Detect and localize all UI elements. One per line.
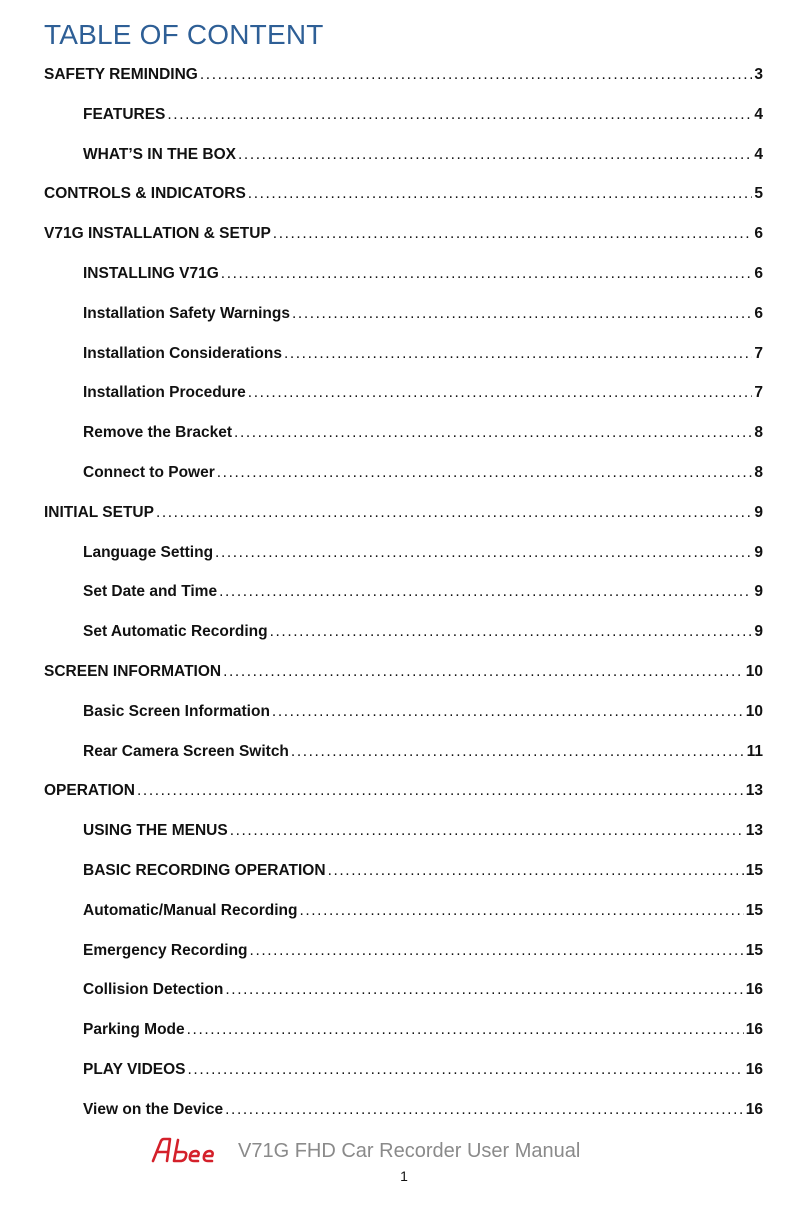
toc-entry-title: Language Setting	[83, 543, 214, 561]
dot-leader	[238, 145, 752, 165]
dot-leader	[225, 980, 743, 1000]
toc-entry-title: USING THE MENUS	[83, 822, 228, 840]
dot-leader	[219, 582, 752, 602]
toc-entry-title: Emergency Recording	[83, 941, 248, 959]
toc-entry[interactable]	[83, 976, 763, 1000]
toc-entry-title: Set Automatic Recording	[83, 623, 268, 641]
toc-entry[interactable]	[83, 459, 763, 483]
toc-entry-page-number: 4	[754, 105, 763, 123]
toc-entry[interactable]	[83, 419, 763, 443]
dot-leader	[292, 304, 752, 324]
toc-entry-title: WHAT’S IN THE BOX	[83, 145, 236, 163]
dot-leader	[234, 423, 752, 443]
toc-entry-title: Installation Considerations	[83, 344, 282, 362]
toc-entry[interactable]	[83, 937, 763, 961]
toc-entry-page-number: 16	[745, 981, 763, 999]
dot-leader	[187, 1020, 744, 1040]
toc-entry-page-number: 6	[754, 225, 763, 243]
page-footer	[0, 1134, 808, 1168]
toc-entry[interactable]	[83, 101, 763, 125]
toc-entry[interactable]	[83, 857, 763, 881]
toc-entry-page-number: 15	[745, 862, 763, 879]
toc-entry-title: Rear Camera Screen Switch	[83, 742, 289, 760]
toc-entry-page-number: 6	[754, 265, 763, 282]
toc-entry[interactable]	[83, 141, 763, 165]
toc-entry[interactable]	[83, 539, 763, 563]
toc-entry-title: V71G INSTALLATION & SETUP	[44, 225, 271, 243]
toc-entry-title: Installation Safety Warnings	[83, 304, 290, 322]
dot-leader	[200, 65, 753, 85]
toc-entry[interactable]	[44, 61, 763, 85]
dot-leader	[248, 184, 753, 204]
abee-logo	[150, 1136, 224, 1164]
dot-leader	[137, 781, 744, 801]
toc-entry[interactable]	[83, 1096, 763, 1120]
toc-entry-page-number: 16	[745, 1100, 763, 1118]
toc-entry-page-number: 3	[754, 66, 763, 83]
manual-title: V71G FHD Car Recorder User Manual	[238, 1140, 581, 1162]
toc-entry-page-number: 11	[746, 742, 763, 760]
dot-leader	[284, 344, 752, 364]
toc-entry-page-number: 9	[754, 543, 763, 561]
toc-entry[interactable]	[83, 738, 763, 762]
toc-entry-title: Remove the Bracket	[83, 424, 233, 442]
toc-entry-page-number: 6	[754, 304, 763, 322]
dot-leader	[225, 1100, 744, 1120]
toc-entry-title: Connect to Power	[83, 464, 215, 481]
toc-entry-page-number: 15	[745, 941, 763, 959]
toc-entry-page-number: 13	[745, 822, 763, 840]
toc-entry-title: CONTROLS & INDICATORS	[44, 185, 246, 203]
toc-entry[interactable]	[44, 499, 763, 523]
toc-entry[interactable]	[44, 777, 763, 801]
toc-entry-title: OPERATION	[44, 782, 135, 800]
toc-entry-page-number: 7	[754, 384, 763, 402]
toc-entry-title: View on the Device	[83, 1100, 224, 1118]
toc-entry-title: Parking Mode	[83, 1021, 185, 1039]
toc-entry[interactable]	[44, 180, 763, 204]
dot-leader	[223, 662, 744, 682]
toc-entry-page-number: 10	[745, 702, 763, 720]
toc-entry[interactable]	[83, 1056, 763, 1080]
dot-leader	[221, 264, 753, 284]
toc-entry[interactable]	[83, 379, 763, 403]
toc-entry-page-number: 9	[754, 583, 763, 601]
dot-leader	[167, 105, 752, 125]
toc-entry-page-number: 10	[745, 663, 763, 680]
toc-entry[interactable]	[83, 300, 763, 324]
toc-entry-title: Installation Procedure	[83, 384, 246, 402]
toc-entry[interactable]	[83, 817, 763, 841]
toc-entry-page-number: 9	[754, 623, 763, 641]
toc-entry[interactable]	[83, 260, 763, 284]
toc-entry-page-number: 13	[745, 782, 763, 800]
dot-leader	[299, 901, 743, 921]
toc-entry-title: PLAY VIDEOS	[83, 1061, 186, 1078]
toc-entry-title: Basic Screen Information	[83, 702, 270, 720]
toc-entry-page-number: 9	[754, 503, 763, 521]
toc-entry-title: Collision Detection	[83, 981, 224, 999]
toc-entry-page-number: 8	[754, 464, 763, 481]
toc-entry-title: Automatic/Manual Recording	[83, 901, 298, 919]
toc-entry[interactable]	[44, 658, 763, 682]
dot-leader	[156, 503, 752, 523]
toc-entry-page-number: 5	[754, 185, 763, 203]
toc-entry-title: BASIC RECORDING OPERATION	[83, 862, 326, 879]
toc-entry[interactable]	[83, 340, 763, 364]
toc-entry-page-number: 15	[745, 901, 763, 919]
toc-entry[interactable]	[83, 698, 763, 722]
page-title: TABLE OF CONTENT	[44, 19, 324, 50]
toc-entry-title: SCREEN INFORMATION	[44, 663, 222, 680]
dot-leader	[270, 622, 753, 642]
toc-entry-page-number: 16	[745, 1061, 763, 1078]
toc-entry[interactable]	[83, 897, 763, 921]
toc-entry-title: SAFETY REMINDING	[44, 66, 198, 83]
dot-leader	[272, 702, 744, 722]
dot-leader	[188, 1060, 744, 1080]
dot-leader	[291, 742, 745, 762]
dot-leader	[328, 861, 744, 881]
toc-entry-title: INSTALLING V71G	[83, 265, 219, 282]
dot-leader	[273, 224, 753, 244]
dot-leader	[230, 821, 744, 841]
toc-entry-title: Set Date and Time	[83, 583, 218, 601]
toc-entry-page-number: 7	[754, 344, 763, 362]
toc-entry[interactable]	[44, 220, 763, 244]
toc-entry-page-number: 4	[754, 145, 763, 163]
dot-leader	[250, 941, 744, 961]
toc-entry[interactable]	[83, 578, 763, 602]
page-number: 1	[400, 1168, 408, 1184]
dot-leader	[217, 463, 753, 483]
toc-entry-title: INITIAL SETUP	[44, 503, 154, 521]
toc-entry-page-number: 16	[745, 1021, 763, 1039]
toc-entry[interactable]	[83, 1016, 763, 1040]
toc-entry-title: FEATURES	[83, 105, 166, 123]
toc-entry-page-number: 8	[754, 424, 763, 442]
toc-entry[interactable]	[83, 618, 763, 642]
dot-leader	[248, 383, 753, 403]
dot-leader	[215, 543, 752, 563]
